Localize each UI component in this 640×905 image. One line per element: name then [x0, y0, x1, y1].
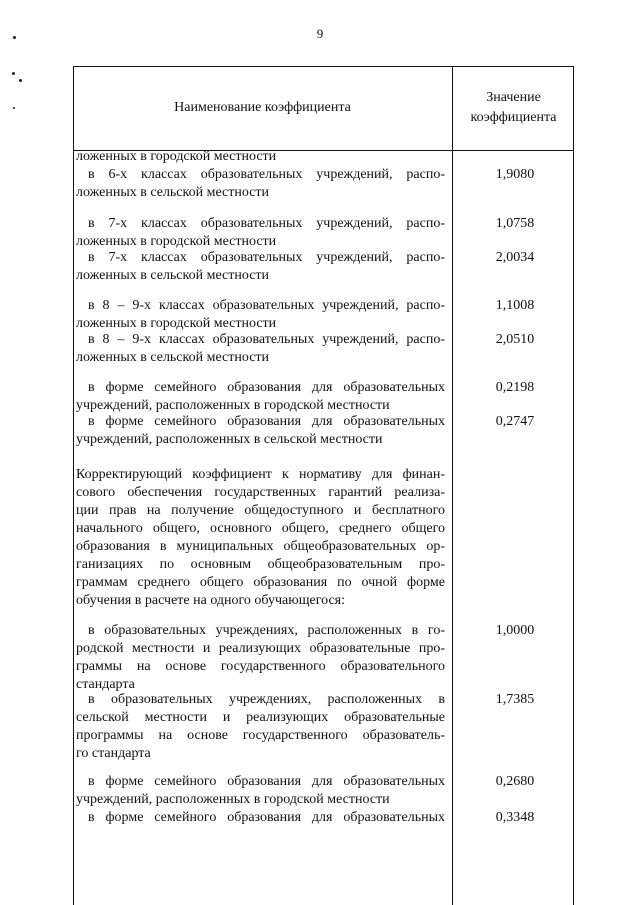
row-text-line: стандарта	[76, 677, 135, 692]
row-text-line: ложенных в сельской местности	[76, 268, 270, 283]
row-value: 1,1008	[495, 298, 535, 313]
row-value: 2,0034	[495, 250, 535, 265]
row-text-line: учреждений, расположенных в городской местности	[76, 792, 390, 807]
page-number: 9	[316, 26, 324, 41]
row-value: 1,9080	[495, 167, 535, 182]
row-text-line: программы на основе государственного образователь-	[76, 728, 445, 743]
row-text-line: го стандарта	[76, 746, 151, 761]
row-text-line: в форме семейного образования для образовательных	[88, 414, 445, 429]
scan-speck	[13, 107, 15, 109]
header-name: Наименование коэффициента	[174, 100, 351, 115]
row-text-line: в образовательных учреждениях, расположенных в	[88, 692, 445, 707]
row-text-line: обучения в расчете на одного обучающегося:	[76, 593, 346, 608]
row-text-line: ганизациях по основным общеобразовательным про-	[76, 557, 445, 572]
row-text-line: родской местности и реализующих образовательные про-	[76, 641, 445, 656]
scan-speck	[12, 72, 15, 75]
row-value: 0,2747	[495, 414, 535, 429]
row-text-line: ложенных в городской местности	[76, 234, 277, 249]
row-text-line: начального общего, основного общего, среднего общего	[76, 521, 445, 536]
header-value-line1: Значение	[486, 90, 541, 105]
row-text-line: в образовательных учреждениях, расположенных в го-	[88, 623, 445, 638]
scan-speck	[19, 79, 22, 82]
row-text-line: учреждений, расположенных в городской местности	[76, 398, 390, 413]
header-name-cell	[73, 66, 452, 150]
row-value: 1,0758	[495, 216, 535, 231]
row-text-line: ложенных в городской местности	[76, 316, 277, 331]
row-text-line: образования в муниципальных общеобразовательных ор-	[76, 539, 445, 554]
row-text-line: сового обеспечения государственных гарантий реализа-	[76, 485, 445, 500]
row-text-line: ложенных в городской местности	[76, 149, 277, 164]
column-divider	[452, 66, 453, 905]
row-text-line: сельской местности и реализующих образовательные	[76, 710, 445, 725]
row-value: 1,0000	[495, 623, 535, 638]
row-value: 0,3348	[495, 810, 535, 825]
row-text-line: в форме семейного образования для образовательных	[88, 380, 445, 395]
row-text-line: в 7-х классах образовательных учреждений, распо-	[88, 250, 445, 265]
row-value: 0,2680	[495, 774, 535, 789]
row-text-line: граммам среднего общего образования по очной форме	[76, 575, 445, 590]
row-text-line: ложенных в сельской местности	[76, 350, 270, 365]
row-value: 2,0510	[495, 332, 535, 347]
row-text-line: граммы на основе государственного образовательного	[76, 659, 445, 674]
row-text-line: учреждений, расположенных в сельской местности	[76, 432, 383, 447]
scan-speck	[13, 36, 16, 39]
row-text-line: в 6-х классах образовательных учреждений, распо-	[88, 167, 445, 182]
row-text-line: ложенных в сельской местности	[76, 185, 270, 200]
row-text-line: ции прав на получение общедоступного и бесплатного	[76, 503, 445, 518]
row-text-line: в 8 – 9-х классах образовательных учреждений, распо-	[88, 298, 445, 313]
header-value-line2: коэффициента	[470, 110, 557, 125]
row-text-line: Корректирующий коэффициент к нормативу для финан-	[76, 467, 445, 482]
row-text-line: в 7-х классах образовательных учреждений, распо-	[88, 216, 445, 231]
row-text-line: в форме семейного образования для образовательных	[88, 810, 445, 825]
row-value: 0,2198	[495, 380, 535, 395]
row-text-line: в форме семейного образования для образовательных	[88, 774, 445, 789]
header-value-cell	[453, 66, 574, 150]
row-value: 1,7385	[495, 692, 535, 707]
row-text-line: в 8 – 9-х классах образовательных учреждений, распо-	[88, 332, 445, 347]
